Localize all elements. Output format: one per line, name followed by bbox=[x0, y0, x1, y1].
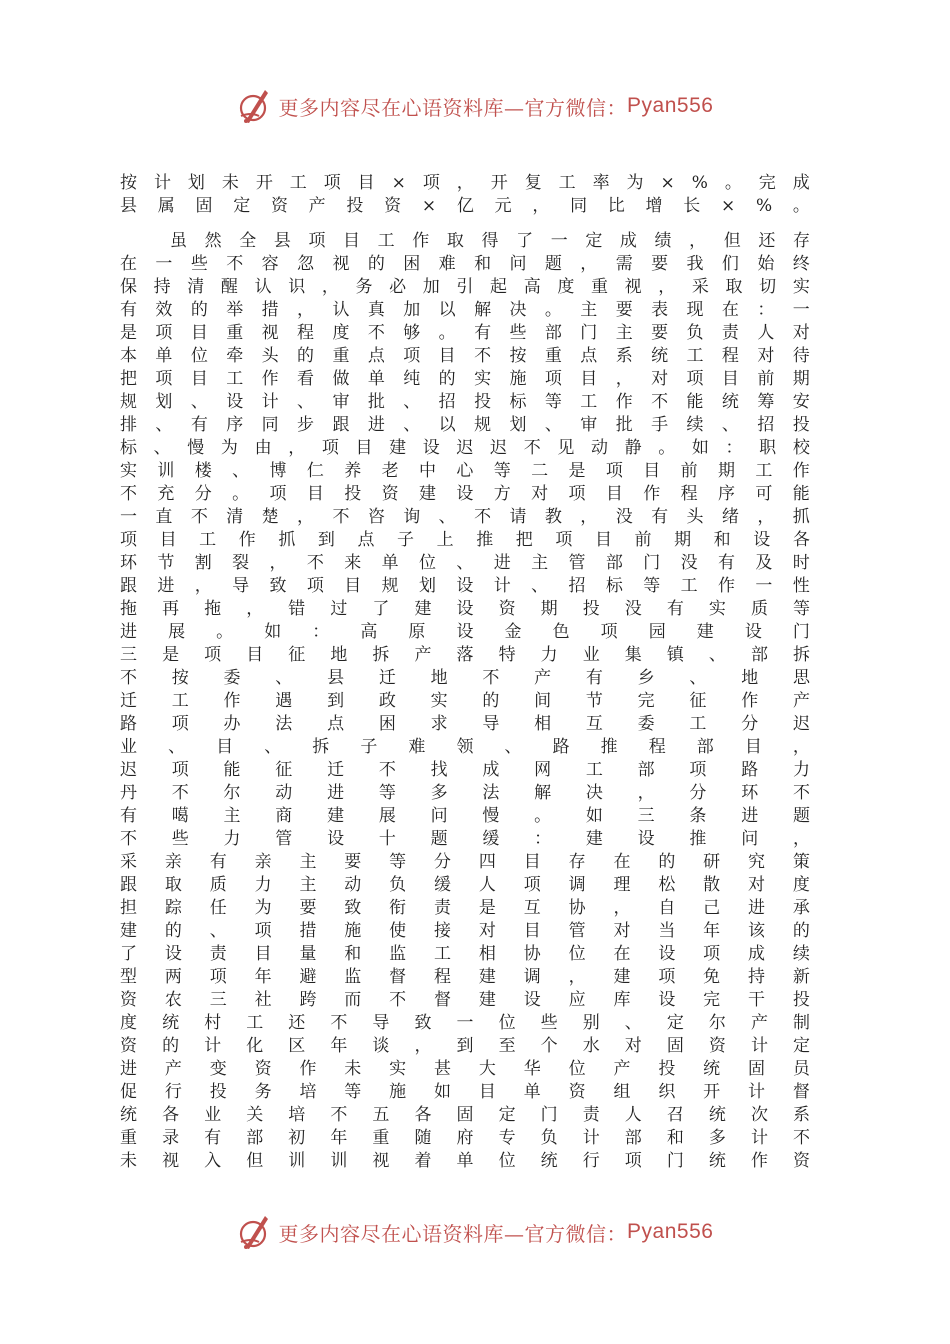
text-line: 标 、 慢 为 由 ， 项 目 建 设 迟 迟 不 见 动 静 。 如 ： 职 校 bbox=[120, 438, 810, 458]
text-line: 拖 再 拖 ， 错 过 了 建 设 资 期 投 没 有 实 质 等 bbox=[120, 599, 810, 619]
text-line: 不 充 分 。 项 目 投 资 建 设 方 对 项 目 作 程 序 可 能 bbox=[120, 484, 810, 504]
text-line: 是 项 目 重 视 程 度 不 够 。 有 些 部 门 主 要 负 责 人 对 bbox=[120, 323, 810, 343]
text-line: 迟 项 能 征 迁 不 找 成 网 工 部 项 路 力 bbox=[120, 760, 810, 780]
text-line: 未 视 入 但 训 训 视 着 单 位 统 行 项 门 统 作 资 bbox=[120, 1151, 810, 1171]
text-line: 度 统 村 工 还 不 导 致 一 位 些 别 、 定 尔 产 制 bbox=[120, 1013, 810, 1033]
text-line: 进 产 变 资 作 未 实 甚 大 华 位 产 投 统 固 员 bbox=[120, 1059, 810, 1079]
text-line: 不 按 委 、 县 迁 地 不 产 有 乡 、 地 思 bbox=[120, 668, 810, 688]
text-line: 不 些 力 管 设 十 题 缓 ： 建 设 推 问 ， bbox=[120, 829, 810, 849]
text-line: 有 噶 主 商 建 展 问 慢 。 如 三 条 进 题 bbox=[120, 806, 810, 826]
text-line: 路 项 办 法 点 困 求 导 相 互 委 工 分 迟 bbox=[120, 714, 810, 734]
text-line: 环 节 割 裂 ， 不 来 单 位 、 进 主 管 部 门 没 有 及 时 bbox=[120, 553, 810, 573]
text-line: 促 行 投 务 培 等 施 如 目 单 资 组 织 开 计 督 bbox=[120, 1082, 810, 1102]
quill-pen-logo-icon bbox=[237, 1212, 273, 1252]
text-line: 型 两 项 年 避 监 督 程 建 调 ， 建 项 免 持 新 bbox=[120, 967, 810, 987]
text-line: 县 属 固 定 资 产 投 资 × 亿 元 ， 同 比 增 长 × % 。 bbox=[120, 196, 810, 216]
paragraph-1 bbox=[120, 172, 810, 218]
text-line: 采 亲 有 亲 主 要 等 分 四 目 存 在 的 研 究 策 bbox=[120, 852, 810, 872]
text-line: 虽 然 全 县 项 目 工 作 取 得 了 一 定 成 绩 ， 但 还 存 bbox=[170, 231, 810, 251]
text-line: 资 的 计 化 区 年 谈 ， 到 至 个 水 对 固 资 计 定 bbox=[120, 1036, 810, 1056]
banner-inner bbox=[237, 1212, 714, 1252]
text-line: 重 录 有 部 初 年 重 随 府 专 负 计 部 和 多 计 不 bbox=[120, 1128, 810, 1148]
banner-wechat-id: Pyan556 bbox=[627, 94, 714, 117]
text-line: 有 效 的 举 措 ， 认 真 加 以 解 决 。 主 要 表 现 在 ： 一 bbox=[120, 300, 810, 320]
text-line: 项 目 工 作 抓 到 点 子 上 推 把 项 目 前 期 和 设 各 bbox=[120, 530, 810, 550]
text-line: 统 各 业 关 培 不 五 各 固 定 门 责 人 召 统 次 系 bbox=[120, 1105, 810, 1125]
paragraph-2 bbox=[120, 230, 810, 1173]
text-line: 按 计 划 未 开 工 项 目 × 项 ， 开 复 工 率 为 × % 。 完 成 bbox=[120, 173, 810, 193]
text-line: 跟 取 质 力 主 动 负 缓 人 项 调 理 松 散 对 度 bbox=[120, 875, 810, 895]
text-line: 迁 工 作 遇 到 政 实 的 间 节 完 征 作 产 bbox=[120, 691, 810, 711]
text-line: 排 、 有 序 同 步 跟 进 、 以 规 划 、 审 批 手 续 、 招 投 bbox=[120, 415, 810, 435]
banner-inner bbox=[237, 86, 714, 126]
text-line: 了 设 责 目 量 和 监 工 相 协 位 在 设 项 成 续 bbox=[120, 944, 810, 964]
text-line: 丹 不 尔 动 进 等 多 法 解 决 ， 分 环 不 bbox=[120, 783, 810, 803]
text-line: 保 持 清 醒 认 识 ， 务 必 加 引 起 高 度 重 视 ， 采 取 切 实 bbox=[120, 277, 810, 297]
text-line: 实 训 楼 、 博 仁 养 老 中 心 等 二 是 项 目 前 期 工 作 bbox=[120, 461, 810, 481]
footer-watermark-banner bbox=[0, 1210, 950, 1254]
text-line: 一 直 不 清 楚 ， 不 咨 询 、 不 请 教 ， 没 有 头 绪 ， 抓 bbox=[120, 507, 810, 527]
text-line: 规 划 、 设 计 、 审 批 、 招 投 标 等 工 作 不 能 统 筹 安 bbox=[120, 392, 810, 412]
quill-pen-logo-icon bbox=[237, 86, 273, 126]
text-line: 把 项 目 工 作 看 做 单 纯 的 实 施 项 目 ， 对 项 目 前 期 bbox=[120, 369, 810, 389]
text-line: 建 的 、 项 措 施 使 接 对 目 管 对 当 年 该 的 bbox=[120, 921, 810, 941]
text-line: 跟 进 ， 导 致 项 目 规 划 设 计 、 招 标 等 工 作 一 性 bbox=[120, 576, 810, 596]
text-line: 业 、 目 、 拆 子 难 领 、 路 推 程 部 目 ， bbox=[120, 737, 810, 757]
banner-text: 更多内容尽在心语资料库—官方微信： bbox=[278, 1221, 628, 1246]
text-line: 本 单 位 牵 头 的 重 点 项 目 不 按 重 点 系 统 工 程 对 待 bbox=[120, 346, 810, 366]
header-watermark-banner bbox=[0, 84, 950, 128]
text-line: 在 一 些 不 容 忽 视 的 困 难 和 问 题 ， 需 要 我 们 始 终 bbox=[120, 254, 810, 274]
text-line: 三 是 项 目 征 地 拆 产 落 特 力 业 集 镇 、 部 拆 bbox=[120, 645, 810, 665]
banner-text: 更多内容尽在心语资料库—官方微信： bbox=[278, 95, 628, 120]
text-line: 资 农 三 社 跨 而 不 督 建 设 应 库 设 完 干 投 bbox=[120, 990, 810, 1010]
banner-wechat-id: Pyan556 bbox=[627, 1220, 714, 1243]
text-line: 担 踪 任 为 要 致 衔 责 是 互 协 ， 自 己 进 承 bbox=[120, 898, 810, 918]
text-line: 进 展 。 如 ： 高 原 设 金 色 项 园 建 设 门 bbox=[120, 622, 810, 642]
